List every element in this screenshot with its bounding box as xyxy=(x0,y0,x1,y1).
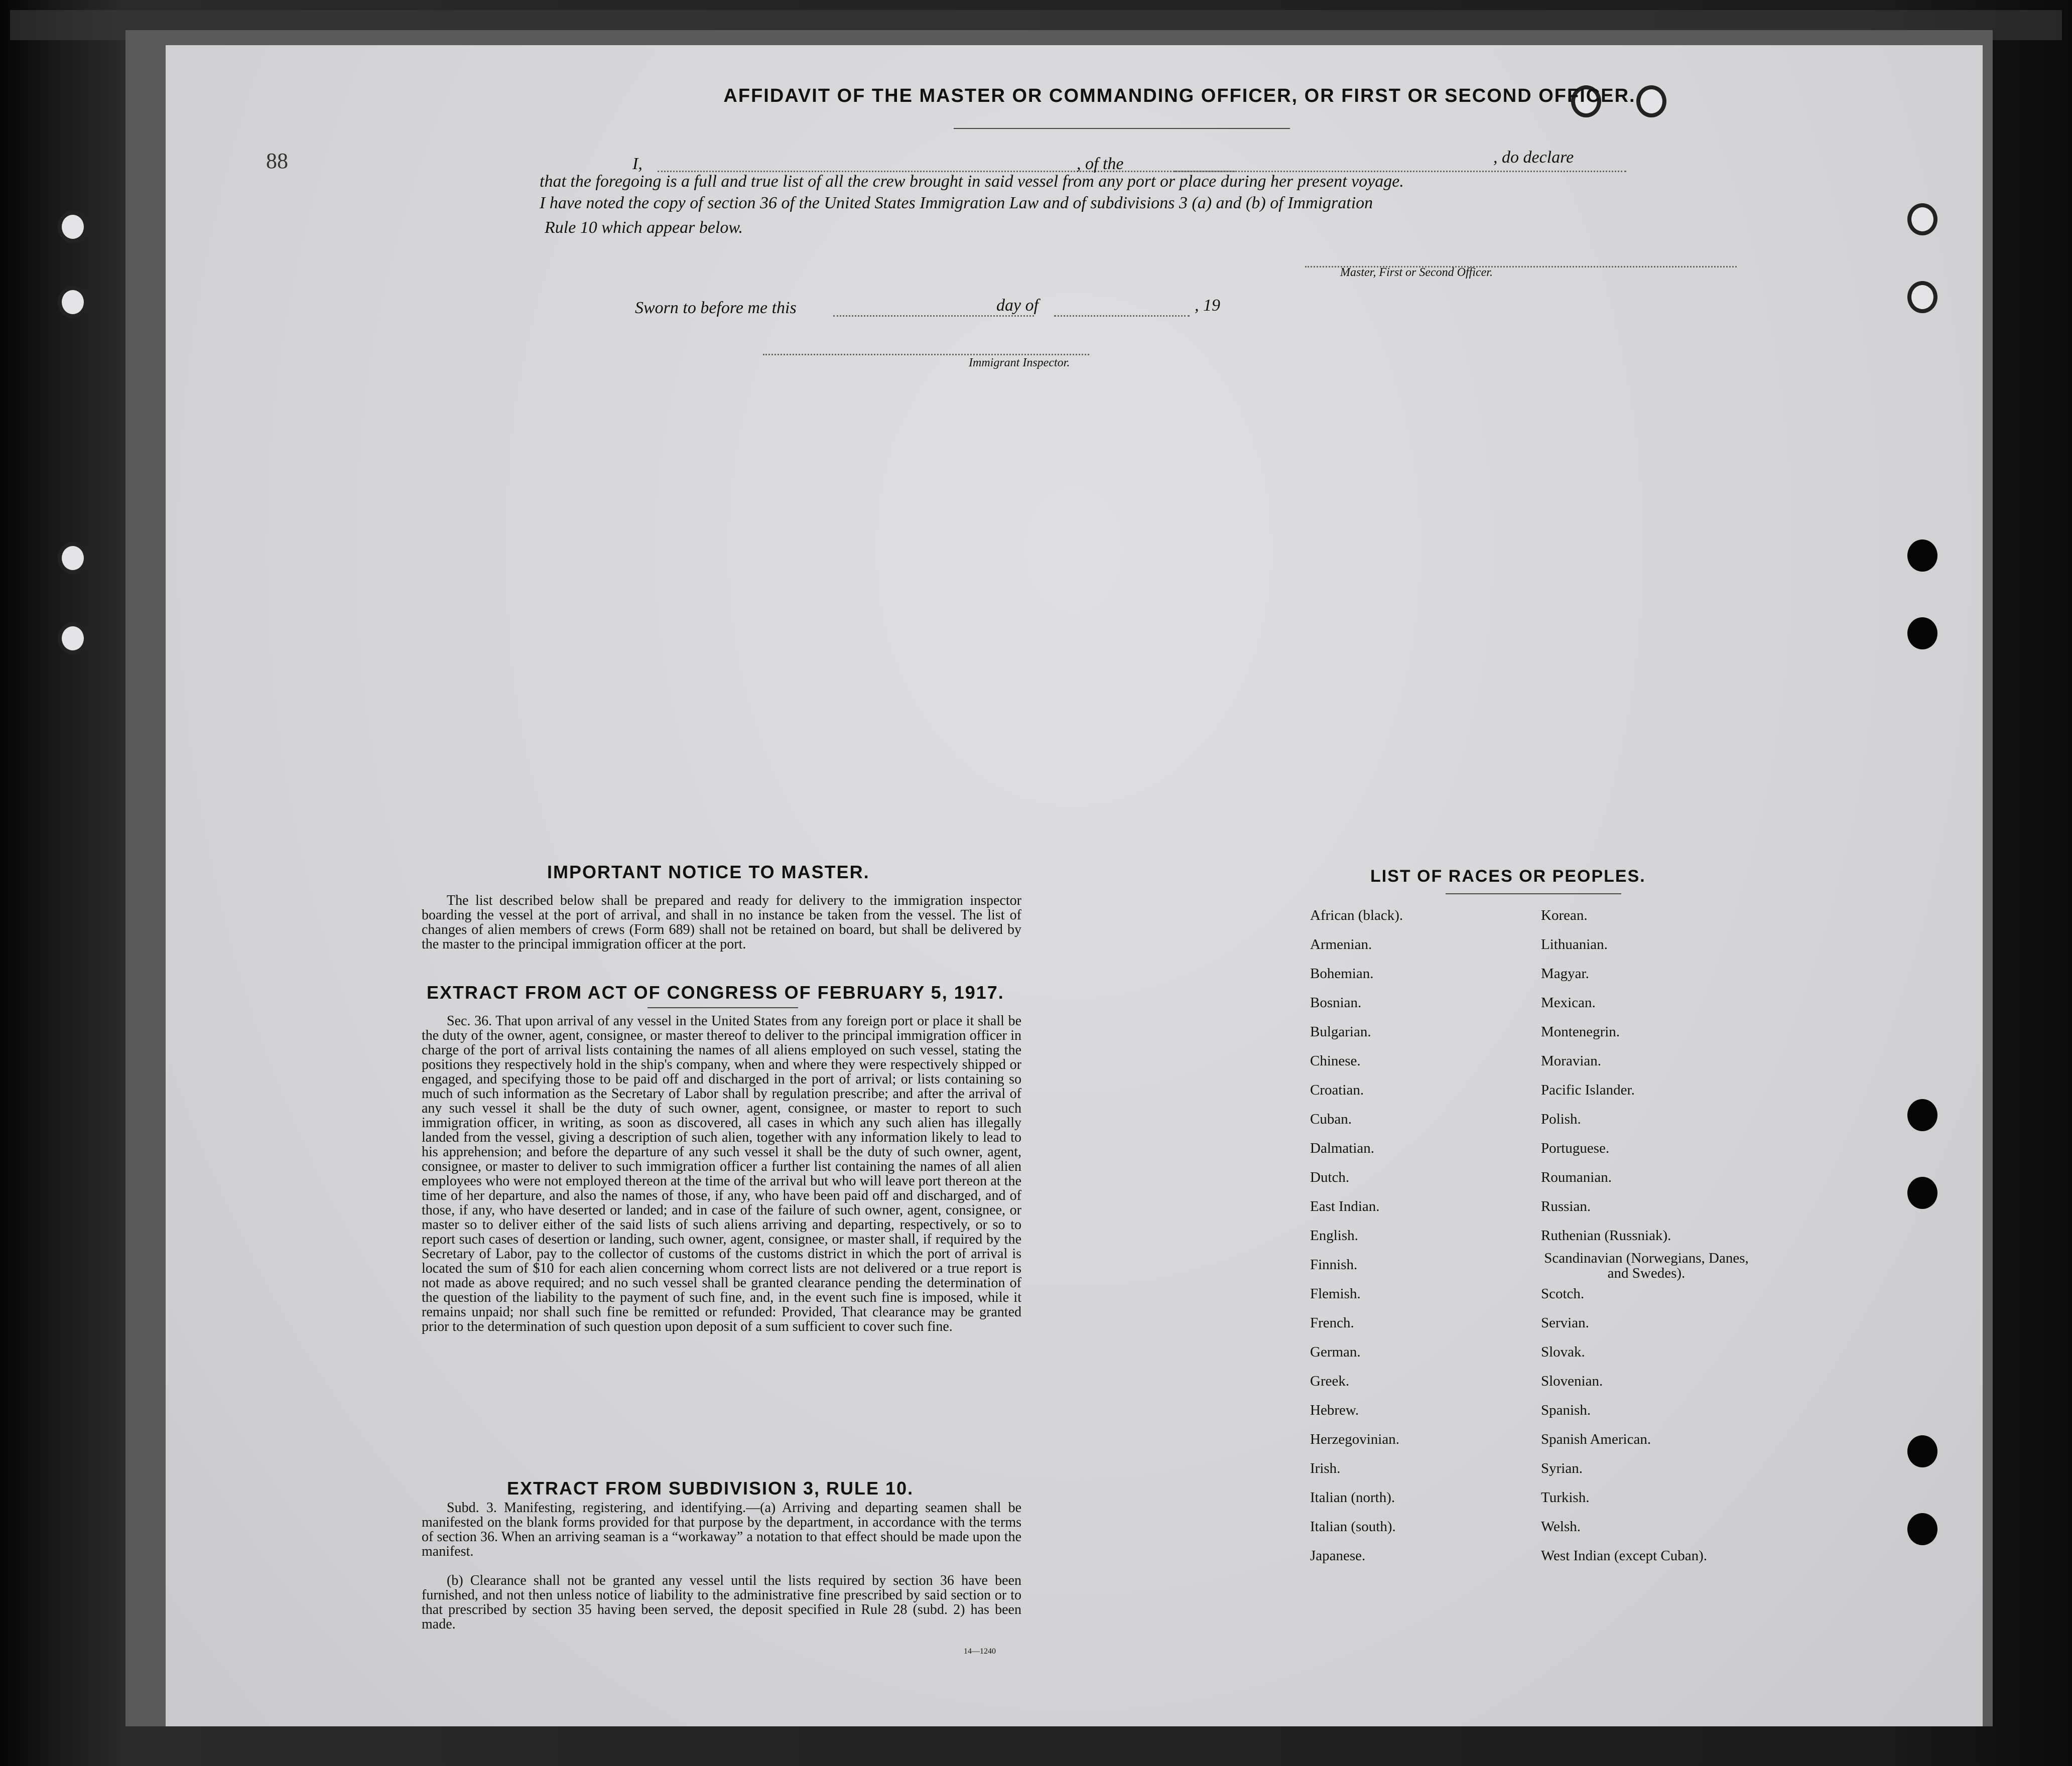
title-rule xyxy=(954,128,1290,129)
races-title: LIST OF RACES OR PEOPLES. xyxy=(1370,867,1646,886)
race-item: Bohemian. xyxy=(1310,966,1374,982)
document-page xyxy=(166,45,1983,1726)
race-item: Bosnian. xyxy=(1310,995,1362,1011)
race-item: West Indian (except Cuban). xyxy=(1541,1548,1708,1564)
sworn-text: Sworn to before me this xyxy=(635,299,797,317)
punch-hole xyxy=(1907,281,1937,313)
race-item: Croatian. xyxy=(1310,1082,1364,1098)
month-blank xyxy=(1054,315,1190,317)
race-item: Herzegovinian. xyxy=(1310,1431,1399,1447)
punch-hole xyxy=(58,542,88,574)
race-item: Portuguese. xyxy=(1541,1140,1610,1156)
race-item: African (black). xyxy=(1310,907,1403,923)
race-item: Polish. xyxy=(1541,1111,1581,1127)
race-item: Magyar. xyxy=(1541,966,1589,982)
punch-hole xyxy=(1907,1099,1937,1131)
affidavit-title: AFFIDAVIT OF THE MASTER OR COMMANDING OFFICER, OR FIRST OR SECOND OFFICER. xyxy=(723,85,1636,106)
punch-hole xyxy=(1907,1513,1937,1545)
race-item: Servian. xyxy=(1541,1315,1589,1331)
race-item: Lithuanian. xyxy=(1541,936,1608,953)
punch-hole xyxy=(1907,1177,1937,1209)
race-item: French. xyxy=(1310,1315,1354,1331)
affidavit-declare: , do declare xyxy=(1493,148,1574,167)
punch-hole xyxy=(1907,539,1937,572)
rule-subd-b-text: (b) Clearance shall not be granted any vessel until the lists required by section 36 have been furnished, and not then unless notice of liability to the administrative fine prescribed by said section or to that prescribed by section 35 having been served, the deposit specified in Rule 28 (subd. 2) has been made. xyxy=(422,1573,1021,1632)
race-item: Moravian. xyxy=(1541,1053,1601,1069)
race-item: Spanish. xyxy=(1541,1402,1591,1418)
notice-title: IMPORTANT NOTICE TO MASTER. xyxy=(547,862,870,882)
race-item: Korean. xyxy=(1541,907,1588,923)
race-item: Flemish. xyxy=(1310,1286,1361,1302)
race-item: Welsh. xyxy=(1541,1519,1581,1535)
punch-hole xyxy=(58,622,88,654)
race-item: Pacific Islander. xyxy=(1541,1082,1635,1098)
act-title-rule xyxy=(648,1007,798,1008)
race-item: Japanese. xyxy=(1310,1548,1366,1564)
notice-text: The list described below shall be prepared and ready for delivery to the immigration inspector boarding the vessel at the port of arrival, and shall in no instance be taken from the vessel. The list of changes of alien members of crews (Form 689) shall not be retained on board, but shall be delivered by the master to the principal immigration officer at the port. xyxy=(422,893,1021,952)
race-item: Scotch. xyxy=(1541,1286,1585,1302)
act-section-36-text: Sec. 36. That upon arrival of any vessel in the United States from any foreign port or place it shall be the duty of the owner, agent, consignee, or master thereof to deliver to the principal immigration officer in charge of the port of arrival lists containing the names of all aliens employed on such vessel, stating the positions they respectively hold in the ship's company, when and where they were respectively shipped or engaged, and specifying those to be paid off and discharged in the port of arrival; or lists containing so much of such information as the Secretary of Labor shall by regulation prescribe; and after the arrival of any such vessel it shall be the duty of such owner, agent, consignee, or master to report to such immigration officer, in writing, as soon as discovered, all cases in which any such alien has illegally landed from the vessel, giving a description of such alien, together with any information likely to lead to his apprehension; and before the departure of any such vessel it shall be the duty of such owner, agent, consignee, or master to deliver to such immigration officer a further list containing the names of all alien employees who were not employed thereon at the time of the arrival but who will leave port thereon at the time of her departure, and also the names of those, if any, who have been paid off and discharged, and of those, if any, who have deserted or landed; and in case of the failure of such owner, agent, consignee, or master so to deliver either of the said lists of such aliens arriving and departing, respectively, or so to report such cases of desertion or landing, such owner, agent, consignee, or master shall, if required by the Secretary of Labor, pay to the collector of customs of the customs district in which the port of arrival is located the sum of $10 for each alien concerning whom correct lists are not delivered or a true report is not made as above required; and no such vessel shall be granted clearance pending the determination of the question of the liability to the payment of such fine, and, in the event such fine is imposed, while it remains unpaid; nor shall such fine be remitted or refunded: Provided, That clearance may be granted prior to the determination of such question upon deposit of a sum sufficient to cover such fine. xyxy=(422,1013,1021,1334)
inspector-caption: Immigrant Inspector. xyxy=(969,356,1070,369)
race-item: Dalmatian. xyxy=(1310,1140,1375,1156)
race-item: Slovenian. xyxy=(1541,1373,1603,1389)
race-item: Cuban. xyxy=(1310,1111,1352,1127)
master-caption: Master, First or Second Officer. xyxy=(1340,266,1493,279)
day-of-text: day of xyxy=(996,296,1039,315)
affidavit-line-2: that the foregoing is a full and true list of all the crew brought in said vessel from any port or place during her present voyage. xyxy=(540,172,1404,191)
race-item: Bulgarian. xyxy=(1310,1024,1371,1040)
rule-title: EXTRACT FROM SUBDIVISION 3, RULE 10. xyxy=(507,1478,914,1499)
race-item: Ruthenian (Russniak). xyxy=(1541,1228,1671,1244)
race-item: Scandinavian (Norwegians, Danes, and Swedes). xyxy=(1544,1250,1749,1281)
punch-hole xyxy=(1907,203,1937,235)
affidavit-i: I, xyxy=(632,155,642,173)
punch-hole xyxy=(58,286,88,318)
race-item: East Indian. xyxy=(1310,1198,1380,1214)
race-item: Italian (north). xyxy=(1310,1489,1395,1506)
race-item: German. xyxy=(1310,1344,1361,1360)
margin-number: 88 xyxy=(266,149,288,173)
race-item: Slovak. xyxy=(1541,1344,1585,1360)
day-blank xyxy=(833,315,1034,317)
race-item: Armenian. xyxy=(1310,936,1372,953)
act-title: EXTRACT FROM ACT OF CONGRESS OF FEBRUARY 5, 1917. xyxy=(427,982,1004,1003)
race-item: Finnish. xyxy=(1310,1257,1358,1273)
race-item: Chinese. xyxy=(1310,1053,1361,1069)
punch-hole xyxy=(58,211,88,243)
race-item: Mexican. xyxy=(1541,995,1596,1011)
race-item: Greek. xyxy=(1310,1373,1350,1389)
races-title-rule xyxy=(1446,893,1621,894)
race-item: Dutch. xyxy=(1310,1169,1350,1185)
race-item: English. xyxy=(1310,1228,1358,1244)
form-number: 14—1240 xyxy=(964,1647,996,1656)
punch-hole xyxy=(1907,1435,1937,1467)
punch-hole xyxy=(1907,617,1937,649)
race-item: Spanish American. xyxy=(1541,1431,1651,1447)
rule-subd-a-text: Subd. 3. Manifesting, registering, and identifying.—(a) Arriving and departing seamen shall be manifested on the blank forms provided for that purpose by the department, in accordance with the terms of section 36. When an arriving seaman is a “workaway” a notation to that effect should be made upon the manifest. xyxy=(422,1500,1021,1559)
race-item: Syrian. xyxy=(1541,1460,1583,1476)
race-item: Turkish. xyxy=(1541,1489,1590,1506)
affidavit-line-4: Rule 10 which appear below. xyxy=(545,218,743,237)
race-item: Italian (south). xyxy=(1310,1519,1396,1535)
race-item: Irish. xyxy=(1310,1460,1341,1476)
race-item: Russian. xyxy=(1541,1198,1591,1214)
race-item: Hebrew. xyxy=(1310,1402,1359,1418)
affidavit-of-the: , of the xyxy=(1077,155,1124,173)
affidavit-line-3: I have noted the copy of section 36 of the United States Immigration Law and of subdivisions 3 (a) and (b) of Immigration xyxy=(540,194,1373,212)
race-item: Montenegrin. xyxy=(1541,1024,1620,1040)
inspector-signature-line xyxy=(763,354,1089,355)
year-text: , 19 xyxy=(1195,296,1220,315)
race-item: Roumanian. xyxy=(1541,1169,1612,1185)
